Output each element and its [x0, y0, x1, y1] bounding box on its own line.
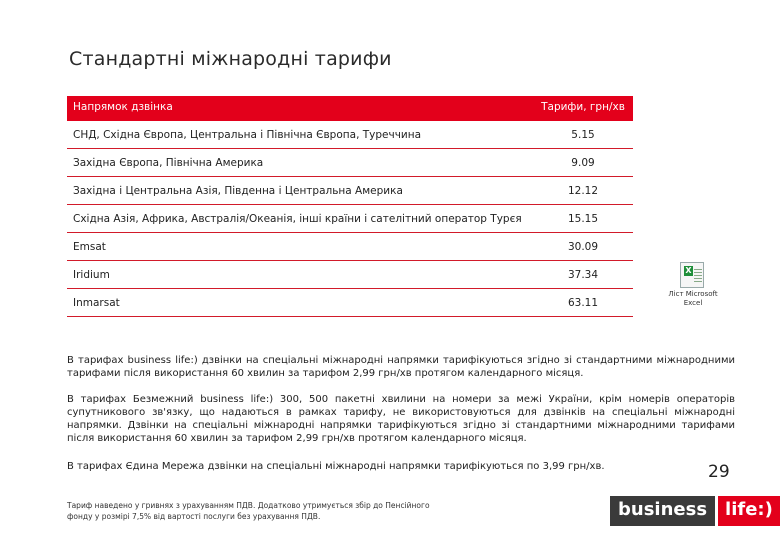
row-tariff: 9.09	[571, 156, 595, 169]
paragraph-business-life: В тарифах business life:) дзвінки на спеціальні міжнародні напрямки тарифікуються згідно зі стандартними міжнародними тарифами після використання 60 хвилин за тарифом 2,99 грн/хв протягом календарного місяця.	[67, 355, 735, 379]
page-number: 29	[708, 462, 730, 482]
row-direction: Західна і Центральна Азія, Південна і Центральна Америка	[73, 184, 403, 197]
row-direction: Східна Азія, Африка, Австралія/Океанія, інші країни і сателітний оператор Турєя	[73, 212, 522, 225]
logo-business: business	[610, 496, 715, 526]
paragraph-unlimited: В тарифах Безмежний business life:) 300, 500 пакетні хвилини на номери за межі України, крім номерів операторів супутникового зв'язку, що надаються в рамках тарифу, не використовуються для дзвінків на спеціальні міжнародні напрямки. Дзвінки на спеціальні міжнародні напрямки тарифікуються згідно зі стандартними міжнародними тарифами після використання 60 хвилин за тарифом 2,99 грн/хв протягом календарного місяця.	[67, 394, 735, 444]
footnote: Тариф наведено у гривнях з урахуванням ПДВ. Додатково утримується збір до Пенсійного фонду у розмірі 7,5% від вартості послуги без урахування ПДВ.	[67, 501, 430, 521]
table-row	[67, 118, 633, 149]
paragraph-single-network: В тарифах Єдина Мережа дзвінки на спеціальні міжнародні напрямки тарифікуються по 3,99 грн/хв.	[67, 461, 605, 472]
brand-logo	[610, 496, 780, 526]
attachment-label[interactable]: Ліст Microsoft Excel	[668, 290, 718, 307]
table-row	[67, 177, 633, 205]
row-direction: СНД, Східна Європа, Центральна і Північна Європа, Туреччина	[73, 128, 422, 141]
header-direction: Напрямок дзвінка	[73, 101, 173, 113]
row-tariff: 63.11	[567, 296, 599, 309]
logo-life: life:)	[718, 496, 780, 526]
table-row	[67, 289, 633, 317]
page-title: Стандартні міжнародні тарифи	[69, 48, 392, 70]
row-tariff: 12.12	[567, 184, 599, 197]
row-direction: Iridium	[73, 268, 110, 281]
header-tariff: Тарифи, грн/хв	[541, 101, 625, 113]
table-row	[67, 205, 633, 233]
table-row	[67, 261, 633, 289]
table-header	[67, 96, 633, 118]
row-tariff: 30.09	[567, 240, 599, 253]
excel-file-icon[interactable]: X	[680, 262, 704, 288]
row-tariff: 37.34	[567, 268, 599, 281]
table-row	[67, 149, 633, 177]
row-tariff: 15.15	[567, 212, 599, 225]
row-direction: Західна Європа, Північна Америка	[73, 156, 264, 169]
row-tariff: 5.15	[571, 128, 595, 141]
tariff-table	[67, 96, 633, 317]
row-direction: Inmarsat	[73, 296, 120, 309]
table-row	[67, 233, 633, 261]
row-direction: Emsat	[73, 240, 106, 253]
